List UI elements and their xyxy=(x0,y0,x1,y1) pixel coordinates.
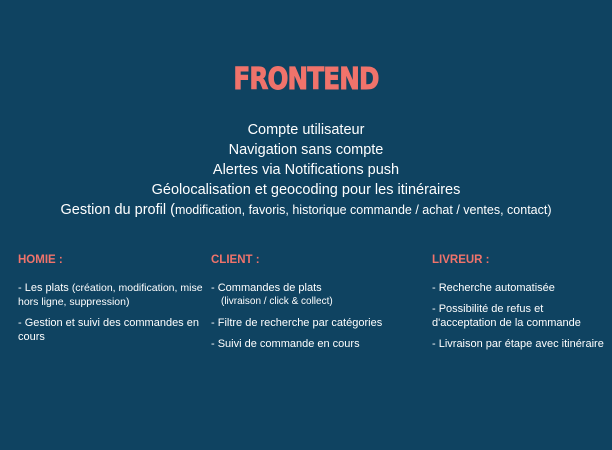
client-column xyxy=(211,254,411,358)
client-item-orders xyxy=(211,281,411,309)
homie-header: HOMIE : xyxy=(18,254,63,266)
page-title: FRONTEND xyxy=(233,62,379,97)
client-item-orders-label: - Commandes de plats xyxy=(211,282,322,294)
client-header: CLIENT : xyxy=(211,254,260,266)
feature-profile-detail: modification, favoris, historique commande / achat / ventes, contact) xyxy=(174,203,552,217)
feature-user-account: Compte utilisateur xyxy=(247,122,365,138)
feature-geolocation: Géolocalisation et geocoding pour les itinéraires xyxy=(151,182,461,198)
homie-item-dishes xyxy=(18,281,203,309)
feature-profile-label: Gestion du profil ( xyxy=(60,202,175,218)
livreur-item-accept-refuse: - Possibilité de refus et d'acceptation de la commande xyxy=(432,303,581,329)
frontend-feature-list xyxy=(0,120,612,220)
livreur-header: LIVREUR : xyxy=(432,254,490,266)
livreur-item-delivery-steps: - Livraison par étape avec itinéraire xyxy=(432,338,604,350)
homie-item-dishes-detail: (création, modification, mise hors ligne, suppression) xyxy=(18,282,203,308)
client-item-orders-detail: (livraison / click & collect) xyxy=(221,296,333,307)
livreur-column xyxy=(432,254,607,358)
livreur-item-search: - Recherche automatisée xyxy=(432,282,555,294)
homie-column xyxy=(18,254,203,351)
homie-item-dishes-label: - Les plats xyxy=(18,282,72,294)
client-item-filter: - Filtre de recherche par catégories xyxy=(211,317,383,329)
feature-guest-navigation: Navigation sans compte xyxy=(228,142,384,158)
feature-profile-management xyxy=(0,200,612,220)
client-item-tracking: - Suivi de commande en cours xyxy=(211,338,360,350)
feature-push-alerts: Alertes via Notifications push xyxy=(212,162,400,178)
homie-item-orders: - Gestion et suivi des commandes en cours xyxy=(18,317,199,343)
